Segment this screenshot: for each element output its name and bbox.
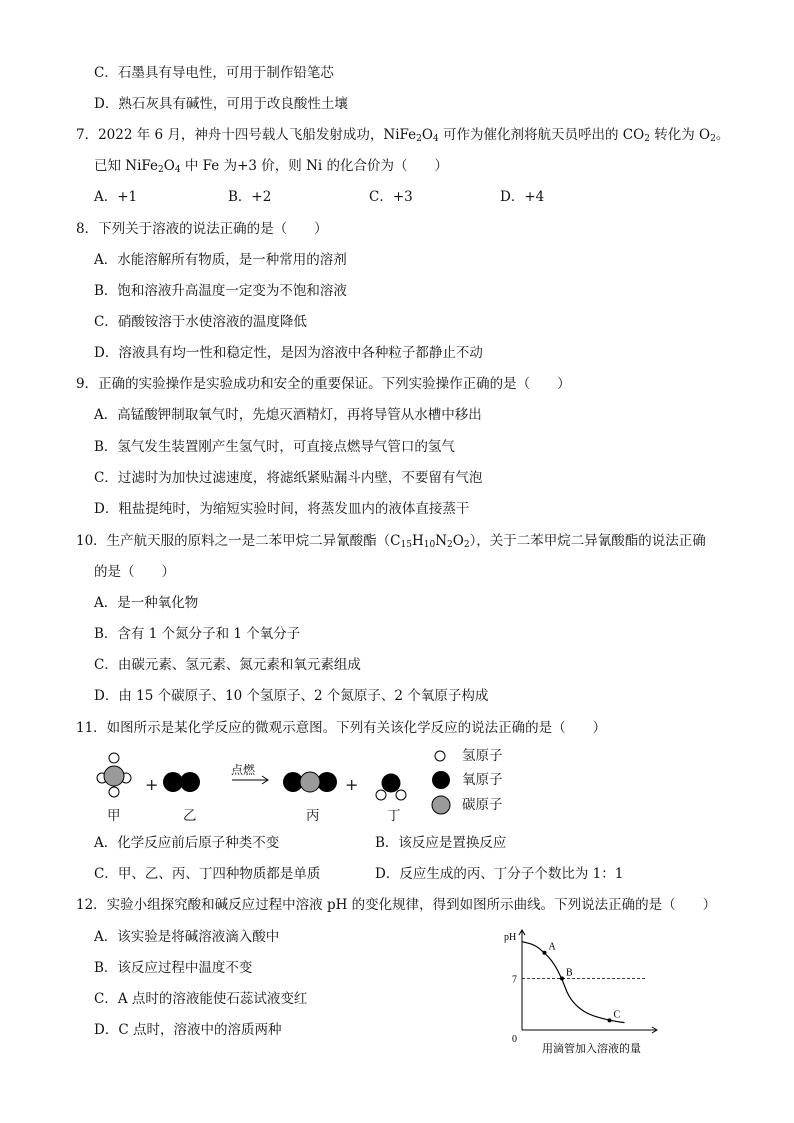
q12-option-a: A．该实验是将碱溶液滴入酸中 <box>94 929 280 945</box>
legend-carbon: 碳原子 <box>462 797 503 813</box>
q10-stem-line2: 的是（ ） <box>94 564 175 580</box>
q11-option-d: D．反应生成的丙、丁分子个数比为 1：1 <box>375 866 624 882</box>
q6-option-d: D．熟石灰具有碱性，可用于改良酸性土壤 <box>94 96 348 112</box>
y-tick-label: 7 <box>512 974 517 986</box>
point-c <box>608 1018 612 1022</box>
label-yi: 乙 <box>183 808 197 824</box>
y-axis-label: pH <box>504 932 517 943</box>
q12-stem: 12．实验小组探究酸和碱反应过程中溶液 pH 的变化规律，得到如图所示曲线。下列说法正确的是（ ） <box>76 897 717 913</box>
point-label-a: A <box>548 941 556 953</box>
ph-curve-chart <box>500 925 660 1060</box>
label-bing: 丙 <box>306 808 320 824</box>
q12-option-d: D．C 点时，溶液中的溶质两种 <box>94 1022 282 1038</box>
q7-stem-line1: 7．2022 年 6 月，神舟十四号载人飞船发射成功，$NiFe_2O_4$ 可作为催化剂将航天员呼出的 $CO_2$ 转化为 $O_2$。 <box>76 127 730 144</box>
q9-option-c: C．过滤时为加快过滤速度，将滤纸紧贴漏斗内壁，不要留有气泡 <box>94 470 483 486</box>
point-a <box>543 951 547 955</box>
plus-sign-1: + <box>145 775 159 794</box>
q8-option-c: C．硝酸铵溶于水使溶液的温度降低 <box>94 314 307 330</box>
q7-option-d: D．+4 <box>500 189 545 205</box>
q11-stem: 11．如图所示是某化学反应的微观示意图。下列有关该化学反应的说法正确的是（ ） <box>76 720 607 736</box>
q12-option-c: C．A 点时的溶液能使石蕊试液变红 <box>94 991 308 1007</box>
q8-option-a: A．水能溶解所有物质，是一种常用的溶剂 <box>94 252 347 268</box>
q8-option-d: D．溶液具有均一性和稳定性，是因为溶液中各种粒子都静止不动 <box>94 345 483 361</box>
origin-label: 0 <box>512 1034 517 1045</box>
x-axis-label: 用滴管加入溶液的量 <box>542 1042 641 1055</box>
molecule-jia <box>97 753 131 797</box>
q7-option-a: A．+1 <box>94 189 138 205</box>
q10-option-a: A．是一种氧化物 <box>94 595 199 611</box>
q7-option-b: B．+2 <box>228 189 272 205</box>
q10-option-d: D．由 15 个碳原子、10 个氢原子、2 个氮原子、2 个氧原子构成 <box>94 688 489 704</box>
reaction-condition: 点燃 <box>231 763 256 777</box>
label-jia: 甲 <box>107 808 121 824</box>
q12-option-b: B．该反应过程中温度不变 <box>94 960 253 976</box>
molecule-bing <box>283 772 337 792</box>
point-label-b: B <box>566 967 573 979</box>
q11-option-a: A．化学反应前后原子种类不变 <box>94 835 280 851</box>
q9-option-b: B．氢气发生装置刚产生氢气时，可直接点燃导气管口的氢气 <box>94 439 455 455</box>
point-b <box>560 976 564 980</box>
q11-option-b: B．该反应是置换反应 <box>375 835 507 851</box>
q10-stem-line1: 10．生产航天服的原料之一是二苯甲烷二异氰酸酯$(C_{15}H_{10}N_2O_2)$，关于二苯甲烷二异氰酸酯的说法正确 <box>76 533 706 550</box>
legend-symbols <box>432 751 450 814</box>
q10-option-c: C．由碳元素、氢元素、氮元素和氧元素组成 <box>94 657 361 673</box>
q9-option-d: D．粗盐提纯时，为缩短实验时间，将蒸发皿内的液体直接蒸干 <box>94 501 470 517</box>
q8-stem: 8．下列关于溶液的说法正确的是（ ） <box>76 221 328 237</box>
ph-curve <box>522 942 625 1023</box>
q8-option-b: B．饱和溶液升高温度一定变为不饱和溶液 <box>94 283 347 299</box>
molecule-yi <box>163 772 200 792</box>
legend-hydrogen: 氢原子 <box>462 748 503 764</box>
q7-option-c: C．+3 <box>369 189 413 205</box>
q9-stem: 9．正确的实验操作是实验成功和安全的重要保证。下列实验操作正确的是（ ） <box>76 376 571 392</box>
molecule-ding <box>376 774 406 801</box>
legend-oxygen: 氧原子 <box>462 772 503 788</box>
point-label-c: C <box>613 1009 621 1021</box>
q11-option-c: C．甲、乙、丙、丁四种物质都是单质 <box>94 866 321 882</box>
q9-option-a: A．高锰酸钾制取氧气时，先熄灭酒精灯，再将导管从水槽中移出 <box>94 407 482 423</box>
plus-sign-2: + <box>345 775 359 794</box>
label-ding: 丁 <box>387 808 401 824</box>
q6-option-c: C．石墨具有导电性，可用于制作铅笔芯 <box>94 65 334 81</box>
q10-option-b: B．含有 1 个氮分子和 1 个氧分子 <box>94 626 301 642</box>
q7-stem-line2: 已知 $NiFe_2O_4$ 中 Fe 为+3 价，则 Ni 的化合价为（ ） <box>94 158 448 175</box>
